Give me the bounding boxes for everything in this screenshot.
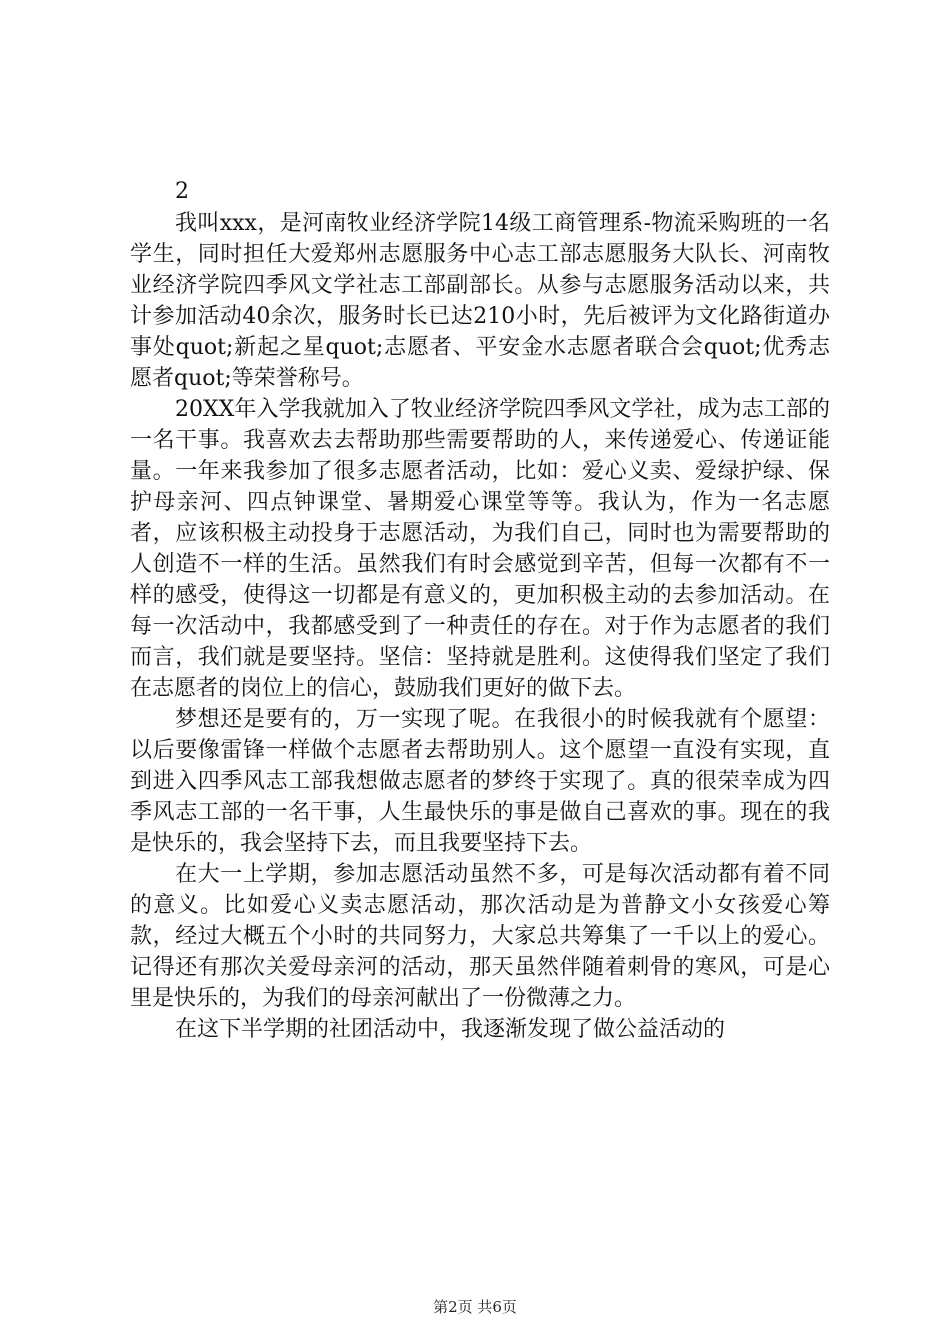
paragraph-4: 在大一上学期，参加志愿活动虽然不多，可是每次活动都有着不同的意义。比如爱心义卖志愿活动，那次活动是为普静文小女孩爱心筹款，经过大概五个小时的共同努力，大家总共筹集了一千以上的爱心。记得还有那次关爱母亲河的活动，那天虽然伴随着刺骨的寒风，可是心里是快乐的，为我们的母亲河献出了一份微薄之力。 bbox=[130, 862, 830, 1011]
paragraph-3: 梦想还是要有的，万一实现了呢。在我很小的时候我就有个愿望：以后要像雷锋一样做个志愿者去帮助别人。这个愿望一直没有实现，直到进入四季风志工部我想做志愿者的梦终于实现了。真的很荣幸成为四季风志工部的一名干事，人生最快乐的事是做自己喜欢的事。现在的我是快乐的，我会坚持下去，而且我要坚持下去。 bbox=[130, 707, 830, 856]
page-footer: 第2页 共6页 bbox=[433, 1298, 517, 1316]
section-number: 2 bbox=[175, 179, 189, 204]
paragraph-5: 在这下半学期的社团活动中，我逐渐发现了做公益活动的 bbox=[175, 1017, 726, 1042]
paragraph-2: 20XX年入学我就加入了牧业经济学院四季风文学社，成为志工部的一名干事。我喜欢去去帮助那些需要帮助的人，来传递爱心、传递证能量。一年来我参加了很多志愿者活动，比如：爱心义卖、爱绿护绿、保护母亲河、四点钟课堂、暑期爱心课堂等等。我认为，作为一名志愿者，应该积极主动投身于志愿活动，为我们自己，同时也为需要帮助的人创造不一样的生活。虽然我们有时会感觉到辛苦，但每一次都有不一样的感受，使得这一切都是有意义的，更加积极主动的去参加活动。在每一次活动中，我都感受到了一种责任的存在。对于作为志愿者的我们而言，我们就是要坚持。坚信：坚持就是胜利。这使得我们坚定了我们在志愿者的岗位上的信心，鼓励我们更好的做下去。 bbox=[130, 397, 830, 701]
paragraph-1: 我叫xxx，是河南牧业经济学院14级工商管理系-物流采购班的一名学生，同时担任大爱郑州志愿服务中心志工部志愿服务大队长、河南牧业经济学院四季风文学社志工部副部长。从参与志愿服务活动以来，共计参加活动40余次，服务时长已达210小时，先后被评为文化路街道办事处quot;新起之星quot;志愿者、平安金水志愿者联合会quot;优秀志愿者quot;等荣誉称号。 bbox=[130, 211, 830, 391]
document-body bbox=[130, 176, 830, 1045]
